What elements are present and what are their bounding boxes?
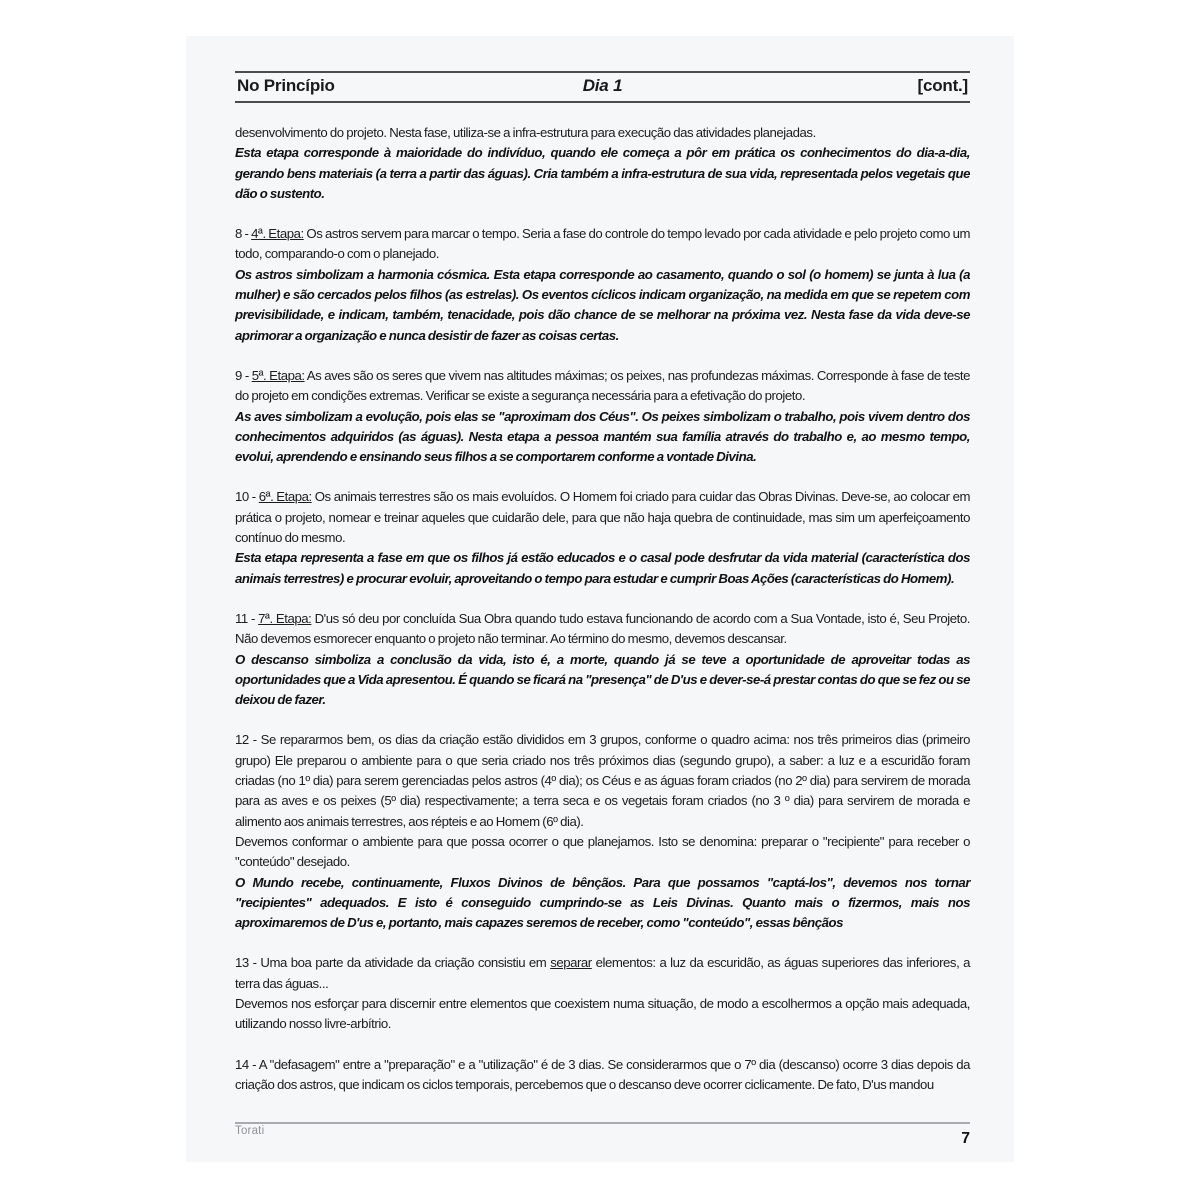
- paragraph-14: [235, 1055, 970, 1096]
- paragraph-intro-text: desenvolvimento do projeto. Nesta fase, utiliza-se a infra-estrutura para execução das atividades planejadas.: [235, 125, 816, 140]
- paragraph-13-text-2: Devemos nos esforçar para discernir entre elementos que coexistem numa situação, de modo a escolhermos a opção mais adequada, utilizando nosso livre-arbítrio.: [235, 995, 970, 1032]
- commentary-11: O descanso simboliza a conclusão da vida, isto é, a morte, quando já se teve a oportunidade de aproveitar todas as oportunidades que a Vida apresentou. É quando se ficará na "presença" de D'us e dever-se-á prestar contas do que se fez ou se deixou de fazer.: [235, 651, 970, 708]
- page-header: [235, 71, 970, 103]
- item-9-number: 9 -: [235, 367, 252, 383]
- item-14-number: 14 -: [235, 1056, 259, 1072]
- commentary-10: Esta etapa representa a fase em que os filhos já estão educados e o casal pode desfrutar da vida material (característica dos animais terrestres) e procurar evoluir, aproveitando o tempo para estudar e cumprir Boas Ações (características do Homem).: [235, 550, 970, 586]
- item-14-body: A "defasagem" entre a "preparação" e a "utilização" é de 3 dias. Se considerarmos que o 7º dia (descanso) ocorre 3 dias depois da criação dos astros, que indicam os ciclos temporais, percebemos que o descanso deve ocorrer ciclicamente. De fato, D'us mandou: [235, 1056, 970, 1092]
- paragraph-13: [235, 953, 970, 1034]
- paragraph-8-text: [235, 224, 970, 265]
- header-section-title: No Princípio: [237, 76, 335, 95]
- paragraph-14-text: [235, 1055, 970, 1096]
- paragraph-12: [235, 730, 970, 933]
- paragraph-12-text-2: Devemos conformar o ambiente para que possa ocorrer o que planejamos. Isto se denomina: preparar o "recipiente" para receber o "conteúdo" desejado.: [235, 833, 970, 870]
- commentary-9: As aves simbolizam a evolução, pois elas se "aproximam dos Céus". Os peixes simbolizam o trabalho, pois vivem dentro dos conhecimentos adquiridos (as águas). Nesta etapa a pessoa mantém sua família através do trabalho e, ao mesmo tempo, evolui, aprendendo e ensinando seus filhos a se comportarem conforme a vontade Divina.: [235, 408, 970, 465]
- paragraph-11: [235, 609, 970, 710]
- commentary-12: O Mundo recebe, continuamente, Fluxos Divinos de bênçãos. Para que possamos "captá-los", devemos nos tornar "recipientes" adequados. E isto é conseguido cumprindo-se as Leis Divinas. Quanto mais o fizermos, mais nos aproximaremos de D'us e, portanto, mais capazes seremos de receber, como "conteúdo", essas bênçãos: [235, 874, 970, 931]
- item-13-body-after: elementos: a luz da escuridão, as águas superiores das inferiores, a terra das águas...: [235, 955, 970, 991]
- item-10-body: Os animais terrestres são os mais evoluídos. O Homem foi criado para cuidar das Obras Divinas. Deve-se, ao colocar em prática o projeto, nomear e treinar aqueles que cuidarão dele, para que não haja quebra de continuidade, mas sim um aperfeiçoamento contínuo do mesmo.: [235, 489, 970, 546]
- header-chapter-title: Dia 1: [582, 76, 623, 95]
- item-11-body: D'us só deu por concluída Sua Obra quando tudo estava funcionando de acordo com a Sua Vontade, isto é, Seu Projeto. Não devemos esmorecer enquanto o projeto não terminar. Ao término do mesmo, devemos descansar.: [235, 610, 970, 647]
- item-8-number: 8 -: [235, 226, 252, 242]
- paragraph-12-text: 12 - Se repararmos bem, os dias da criação estão divididos em 3 grupos, conforme o quadro acima: nos três primeiros dias (primeiro grupo) Ele preparou o ambiente para o que seria criado nos três próximos dias (segundo grupo), a saber: a luz e a escuridão foram criadas (no 1º dia) para serem gerenciadas pelos astros (4º dia); os Céus e as águas foram criados (no 2º dia) para servirem de morada para as aves e os peixes (5º dia) respectivamente; a terra seca e os vegetais foram criados (no 3 º dia) para servirem de morada e alimento aos animais terrestres, aos répteis e ao Homem (6º dia).: [235, 732, 970, 829]
- item-10-number: 10 -: [235, 489, 259, 505]
- page-footer: [235, 1122, 970, 1148]
- item-8-body: Os astros servem para marcar o tempo. Seria a fase do controle do tempo levado por cada atividade e pelo projeto como um todo, comparando-o com o planejado.: [235, 226, 970, 262]
- item-13-body-before: Uma boa parte da atividade da criação consistiu em: [260, 955, 551, 971]
- document-page: [186, 36, 1014, 1162]
- paragraph-10-text: [235, 487, 970, 548]
- page-number: 7: [961, 1130, 970, 1147]
- commentary-8: Os astros simbolizam a harmonia cósmica. Esta etapa corresponde ao casamento, quando o sol (o homem) se junta à lua (a mulher) e são cercados pelos filhos (as estrelas). Os eventos cíclicos indicam organização, na medida em que se repetem com previsibilidade, e indicam, também, tenacidade, pois dão chance de se melhorar na próxima vez. Nesta fase da vida deve-se aprimorar a organização e nunca desistir de fazer as coisas certas.: [235, 266, 970, 343]
- page-content: [186, 36, 1014, 1095]
- item-11-number: 11 -: [235, 610, 259, 626]
- paragraph-8: [235, 224, 970, 346]
- paragraph-intro-continuation: [235, 123, 970, 204]
- footer-brand: Torati: [235, 1125, 265, 1137]
- paragraph-9-text: [235, 366, 970, 407]
- paragraph-11-text: [235, 609, 970, 650]
- paragraph-9: [235, 366, 970, 467]
- item-9-body: As aves são os seres que vivem nas altitudes máximas; os peixes, nas profundezas máximas. Corresponde à fase de teste do projeto em condições extremas. Verificar se existe a segurança necessária para a efetivação do projeto.: [235, 367, 970, 404]
- item-11-stage-heading: 7ª. Etapa:: [258, 610, 312, 626]
- paragraph-13-text: [235, 953, 970, 994]
- item-10-stage-heading: 6ª. Etapa:: [258, 489, 312, 505]
- item-13-number: 13 -: [235, 955, 261, 971]
- header-continuation-marker: [cont.]: [917, 76, 969, 95]
- commentary-intro: Esta etapa corresponde à maioridade do indivíduo, quando ele começa a pôr em prática os conhecimentos do dia-a-dia, gerando bens materiais (a terra a partir das águas). Cria também a infra-estrutura de sua vida, representada pelos vegetais que dão o sustento.: [235, 145, 970, 201]
- item-9-stage-heading: 5ª. Etapa:: [251, 367, 305, 383]
- item-13-underlined-word: separar: [550, 955, 592, 971]
- paragraph-10: [235, 487, 970, 588]
- item-8-stage-heading: 4ª. Etapa:: [251, 226, 304, 242]
